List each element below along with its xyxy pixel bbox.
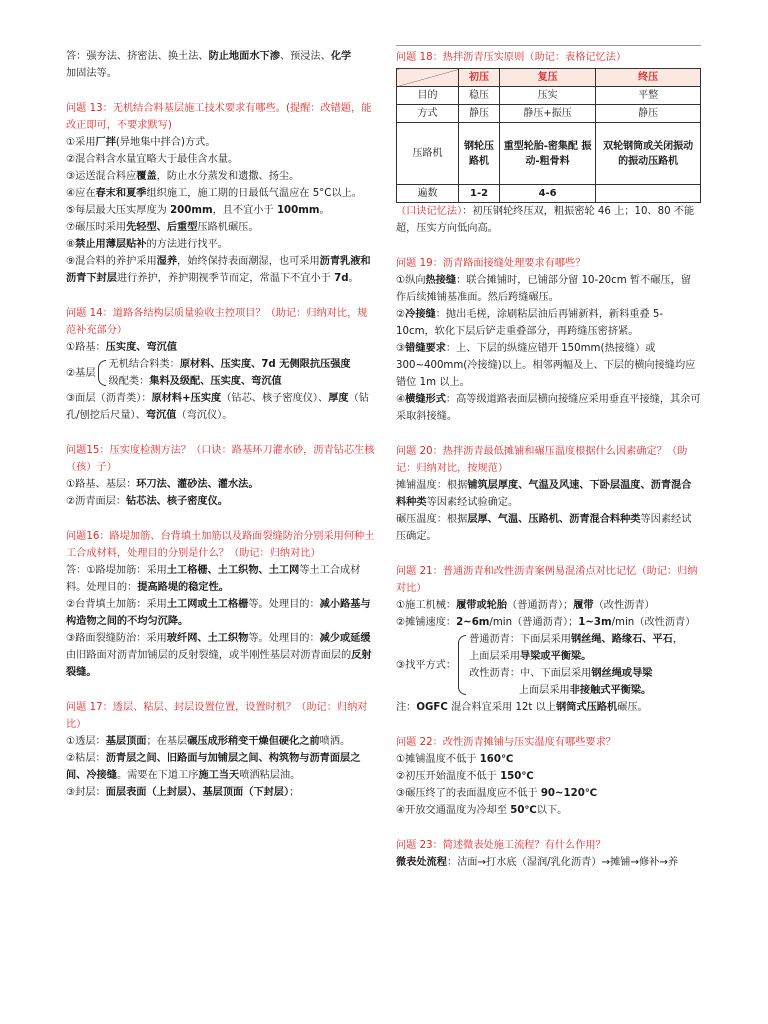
q22-item: ②初压开始温度不低于 150℃ (396, 771, 534, 782)
q20-title: 问题 20：热拌沥青最低摊铺和碾压温度根据什么因素确定？（助记：归纳对比，按规范） (396, 446, 688, 474)
q22-title: 问题 22：改性沥青摊铺与压实温度有哪些要求？ (396, 737, 616, 748)
q21-note: 注：OGFC 混合料宜采用 12t 以上钢筒式压路机碾压。 (396, 702, 648, 713)
q21-item: 改性沥青：中、下面层采用钢丝绳或导梁 (469, 668, 653, 679)
q13-title: 问题 13：无机结合料基层施工技术要求有哪些。(提醒：改错题，能改正即可，不要求默写) (66, 103, 372, 131)
q15-title: 问题15：压实度检测方法？（口诀：路基环刀灌水砂，沥青钻芯生核（孩）子） (66, 445, 375, 473)
q21-item: 普通沥青：下面层采用钢丝绳、路缘石、平石， (469, 634, 684, 645)
table-row (397, 87, 701, 105)
brace (98, 360, 106, 386)
table-cell (596, 185, 701, 203)
q21-item: ②摊铺速度：2~6m/min（普通沥青）；1~3m/min（改性沥青） (396, 617, 696, 628)
q22-item: ④开放交通温度为冷却至 50℃以下。 (396, 805, 568, 816)
q17-item: ③封层：面层表面（上封层）、基层顶面（下封层）； (66, 787, 300, 798)
row-label: 方式 (397, 105, 459, 123)
q18-title: 问题 18：热拌沥青压实原则（助记：表格记忆法） (396, 52, 627, 63)
table-header: 初压 (459, 69, 500, 87)
q23-title: 问题 23：简述微表处施工流程？有什么作用？ (396, 840, 606, 851)
table-row (397, 105, 701, 123)
q21-item: ①施工机械：履带或轮胎（普通沥青）；履带（改性沥青） (396, 600, 655, 611)
table-cell: 静压 (596, 105, 701, 123)
table-row (397, 185, 701, 203)
table-cell: 1-2 (459, 185, 500, 203)
q19-item: ③错缝要求：上、下层的纵缝应错开 150mm(热接缝）或 300~400mm(冷接缝)以上。相邻两幅及上、下层的横向接缝均应错位 1m 以上。 (396, 343, 696, 388)
table-cell: 压实 (500, 87, 596, 105)
q13-item: ⑨混合料的养护采用湿养，始终保持表面潮湿，也可采用沥青乳液和沥青下封层进行养护，养护期视季节而定，常温下不宜小于 7d。 (66, 256, 371, 284)
q16-item: ③路面裂缝防治：采用玻纤网、土工织物等。处理目的：减少或延缓由旧路面对沥青加铺层的反射裂缝，或半刚性基层对沥青面层的反射裂缝。 (66, 633, 372, 678)
compaction-table (396, 68, 701, 203)
table-cell: 平整 (596, 87, 701, 105)
row-label: 遍数 (397, 185, 459, 203)
q21-item: 上面层采用非接触式平衡梁。 (518, 685, 652, 696)
q17-item: ②粘层：沥青层之间、旧路面与加铺层之间、构筑物与沥青面层之间、冷接缝。需要在下道工序施工当天喷洒粘层油。 (66, 753, 361, 781)
brace (458, 635, 466, 695)
table-cell: 静压 (459, 105, 500, 123)
q22-item: ①摊铺温度不低于 160℃ (396, 754, 514, 765)
q19-item: ①纵向热接缝：联合摊铺时，已铺部分留 10-20cm 暂不碾压，留作后续摊铺基准面。然后跨缝碾压。 (396, 275, 692, 303)
q22-item: ③碾压终了的表面温度应不低于 90~120℃ (396, 788, 598, 799)
table-header: 复压 (500, 69, 596, 87)
q15-item: ①路基、基层：环刀法、灌砂法、灌水法。 (66, 479, 259, 490)
q21-leveling-label: ③找平方式： (396, 659, 457, 671)
q14-item: ①路基：压实度、弯沉值 (66, 342, 178, 353)
table-header: 终压 (596, 69, 701, 87)
q23-item: 微表处流程：洁面→打水底（湿润/乳化沥青）→摊铺→修补→养 (396, 857, 679, 868)
q17-item: ①透层：基层顶面；在基层碾压成形稍变干燥但硬化之前喷洒。 (66, 736, 351, 747)
q13-item: ⑤每层最大压实厚度为 200mm，且不宜小于 100mm。 (66, 205, 330, 216)
table-row (397, 123, 701, 185)
q13-item: ③运送混合料应覆盖，防止水分蒸发和遗撒、扬尘。 (66, 171, 300, 182)
table-cell: 钢轮压路机 (459, 123, 500, 185)
q17-title: 问题 17：透层、粘层、封层设置位置，设置时机？（助记：归纳对比） (66, 702, 368, 730)
table-corner (397, 69, 459, 87)
table-cell: 稳压 (459, 87, 500, 105)
q14-base-group (66, 356, 376, 390)
row-label: 目的 (397, 87, 459, 105)
q18-mnemonic: （口诀记忆法）：初压钢轮终压双，粗振密轮 46 上；10、80 不能超，压实方向低向高。 (396, 206, 695, 234)
q21-title: 问题 21：普通沥青和改性沥青案例易混淆点对比记忆（助记：归纳对比） (396, 566, 698, 594)
q14-base-label: ②基层 (66, 367, 96, 379)
top-rule (396, 45, 701, 46)
right-column (396, 49, 701, 871)
q21-leveling-group (396, 631, 701, 699)
table-cell: 4-6 (500, 185, 596, 203)
q16-item: ②台背填土加筋：采用土工网或土工格栅等。处理目的：减小路基与构造物之间的不均匀沉降。 (66, 599, 371, 627)
q14-item: 无机结合料类：原材料、压实度、7d 无侧限抗压强度 (108, 359, 351, 370)
q19-item: ④横缝形式：高等级道路表面层横向接缝应采用垂直平接缝，其余可采取斜接缝。 (396, 394, 701, 422)
table-cell: 重型轮胎-密集配 振动-粗骨料 (500, 123, 596, 185)
q20-item: 摊铺温度：根据铺筑层厚度、气温及风速、下卧层温度、沥青混合料种类等因素经试验确定。 (396, 480, 692, 508)
q20-item: 碾压温度：根据层厚、气温、压路机、沥青混合料种类等因素经试压确定。 (396, 514, 692, 542)
q14-title: 问题 14：道路各结构层质量验收主控项目？（助记：归纳对比，规范补充部分） (66, 308, 368, 336)
q15-item: ②沥青面层：钻芯法、核子密度仪。 (66, 496, 228, 507)
q19-item: ②冷接缝：抛出毛槎，涂刷粘层油后再铺新料，新料重叠 5-10cm，软化下层后铲走重叠部分，再跨缝压密挤紧。 (396, 309, 664, 337)
table-cell: 双轮钢筒或关闭振动的振动压路机 (596, 123, 701, 185)
q13-item: ④应在春末和夏季组织施工，施工期的日最低气温应在 5°C以上。 (66, 188, 362, 199)
q13-item: ②混合料含水量宜略大于最佳含水量。 (66, 154, 239, 165)
q19-title: 问题 19：沥青路面接缝处理要求有哪些？ (396, 258, 586, 269)
intro-answer: 答：强夯法、挤密法、换土法、防止地面水下渗、预浸法、化学 加固法等。 (66, 51, 352, 79)
q13-item: ⑦碾压时采用先轻型、后重型压路机碾压。 (66, 222, 259, 233)
table-cell: 静压+振压 (500, 105, 596, 123)
q16-item: 答：①路堤加筋：采用土工格栅、土工织物、土工网等土工合成材料。处理目的：提高路堤的稳定性。 (66, 565, 361, 593)
q13-item: ⑧禁止用薄层贴补的方法进行找平。 (66, 239, 228, 250)
q16-title: 问题16：路堤加筋、台背填土加筋以及路面裂缝防治分别采用何种土工合成材料，处理目的分别是什么？（助记：归纳对比） (66, 531, 375, 559)
q21-item: 上面层采用导梁或平衡梁。 (469, 651, 592, 662)
table-header-row (397, 69, 701, 87)
left-column (66, 48, 376, 801)
q14-item: ③面层（沥青类）：原材料+压实度（钻芯、核子密度仪）、厚度（钻孔/刨挖后尺量）、弯沉值（弯沉仪）。 (66, 393, 369, 421)
row-label: 压路机 (397, 123, 459, 185)
q13-item: ①采用厂拌(异地集中拌合)方式。 (66, 137, 216, 148)
q14-item: 级配类：集料及级配、压实度、弯沉值 (108, 376, 282, 387)
